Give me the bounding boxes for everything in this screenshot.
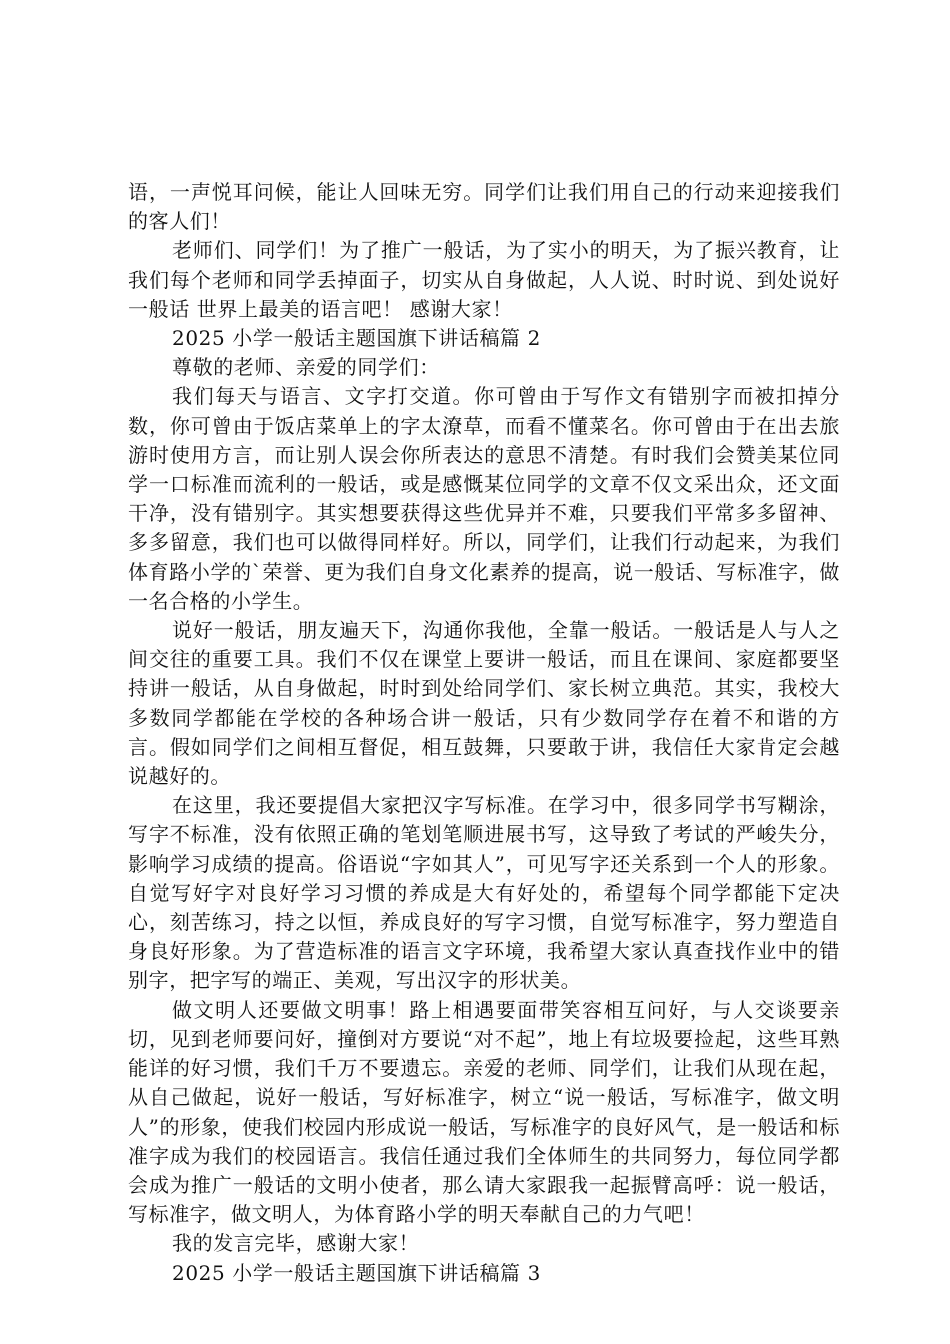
paragraph-closing-appeal: 老师们、同学们！为了推广一般话，为了实小的明天，为了振兴教育，让我们每个老师和同学丢掉面子，切实从自身做起，人人说、时时说、到处说好一般话 世界上最美的语言吧！ 感谢大家！ <box>128 238 840 321</box>
section-heading-2: 2025 小学一般话主题国旗下讲话稿篇 2 <box>172 326 541 351</box>
paragraph-body: 做文明人还要做文明事！路上相遇要面带笑容相互问好，与人交谈要亲切，见到老师要问好，撞倒对方要说“对不起”，地上有垃圾要捡起，这些耳熟能详的好习惯，我们千万不要遗忘。亲爱的老师、同学们，让我们从现在起，从自己做起，说好一般话，写好标准字，树立“说一般话，写标准字，做文明人”的形象，使我们校园内形成说一般话，写标准字的良好风气，是一般话和标准字成为我们的校园语言。我信任通过我们全体师生的共同努力，每位同学都会成为推广一般话的文明小使者，那么请大家跟我一起振臂高呼：说一般话，写标准字，做文明人，为体育路小学的明天奉献自己的力气吧！ <box>128 997 840 1227</box>
paragraph-body: 我们每天与语言、文字打交道。你可曾由于写作文有错别字而被扣掉分数，你可曾由于饭店菜单上的字太潦草，而看不懂菜名。你可曾由于在出去旅游时使用方言，而让别人误会你所表达的意思不清楚。有时我们会赞美某位同学一口标准而流利的一般话，或是感慨某位同学的文章不仅文采出众，还文面干净，没有错别字。其实想要获得这些优异并不难，只要我们平常多多留神、多多留意，我们也可以做得同样好。所以，同学们，让我们行动起来，为我们体育路小学的`荣誉、更为我们自身文化素养的提高，说一般话、写标准字，做一名合格的小学生。 <box>128 384 840 613</box>
document-page <box>128 178 840 1288</box>
paragraph-thanks: 我的发言完毕，感谢大家！ <box>172 1231 420 1256</box>
section-heading-3: 2025 小学一般话主题国旗下讲话稿篇 3 <box>172 1260 541 1285</box>
paragraph-body: 说好一般话，朋友遍天下，沟通你我他，全靠一般话。一般话是人与人之间交往的重要工具。我们不仅在课堂上要讲一般话，而且在课间、家庭都要坚持讲一般话，从自身做起，时时到处给同学们、家长树立典范。其实，我校大多数同学都能在学校的各种场合讲一般话，只有少数同学存在着不和谐的方言。假如同学们之间相互督促，相互鼓舞，只要敢于讲，我信任大家肯定会越说越好的。 <box>128 618 840 789</box>
paragraph-continuation: 语，一声悦耳问候，能让人回味无穷。同学们让我们用自己的行动来迎接我们的客人们！ <box>128 180 840 234</box>
paragraph-salutation: 尊敬的老师、亲爱的同学们： <box>172 355 440 380</box>
paragraph-body: 在这里，我还要提倡大家把汉字写标准。在学习中，很多同学书写糊涂，写字不标准，没有依照正确的笔划笔顺进展书写，这导致了考试的严峻失分，影响学习成绩的提高。俗语说“字如其人”，可见写字还关系到一个人的形象。自觉写好字对良好学习习惯的养成是大有好处的，希望每个同学都能下定决心，刻苦练习，持之以恒，养成良好的写字习惯，自觉写标准字，努力塑造自身良好形象。为了营造标准的语言文字环境，我希望大家认真查找作业中的错别字，把字写的端正、美观，写出汉字的形状美。 <box>128 793 840 993</box>
